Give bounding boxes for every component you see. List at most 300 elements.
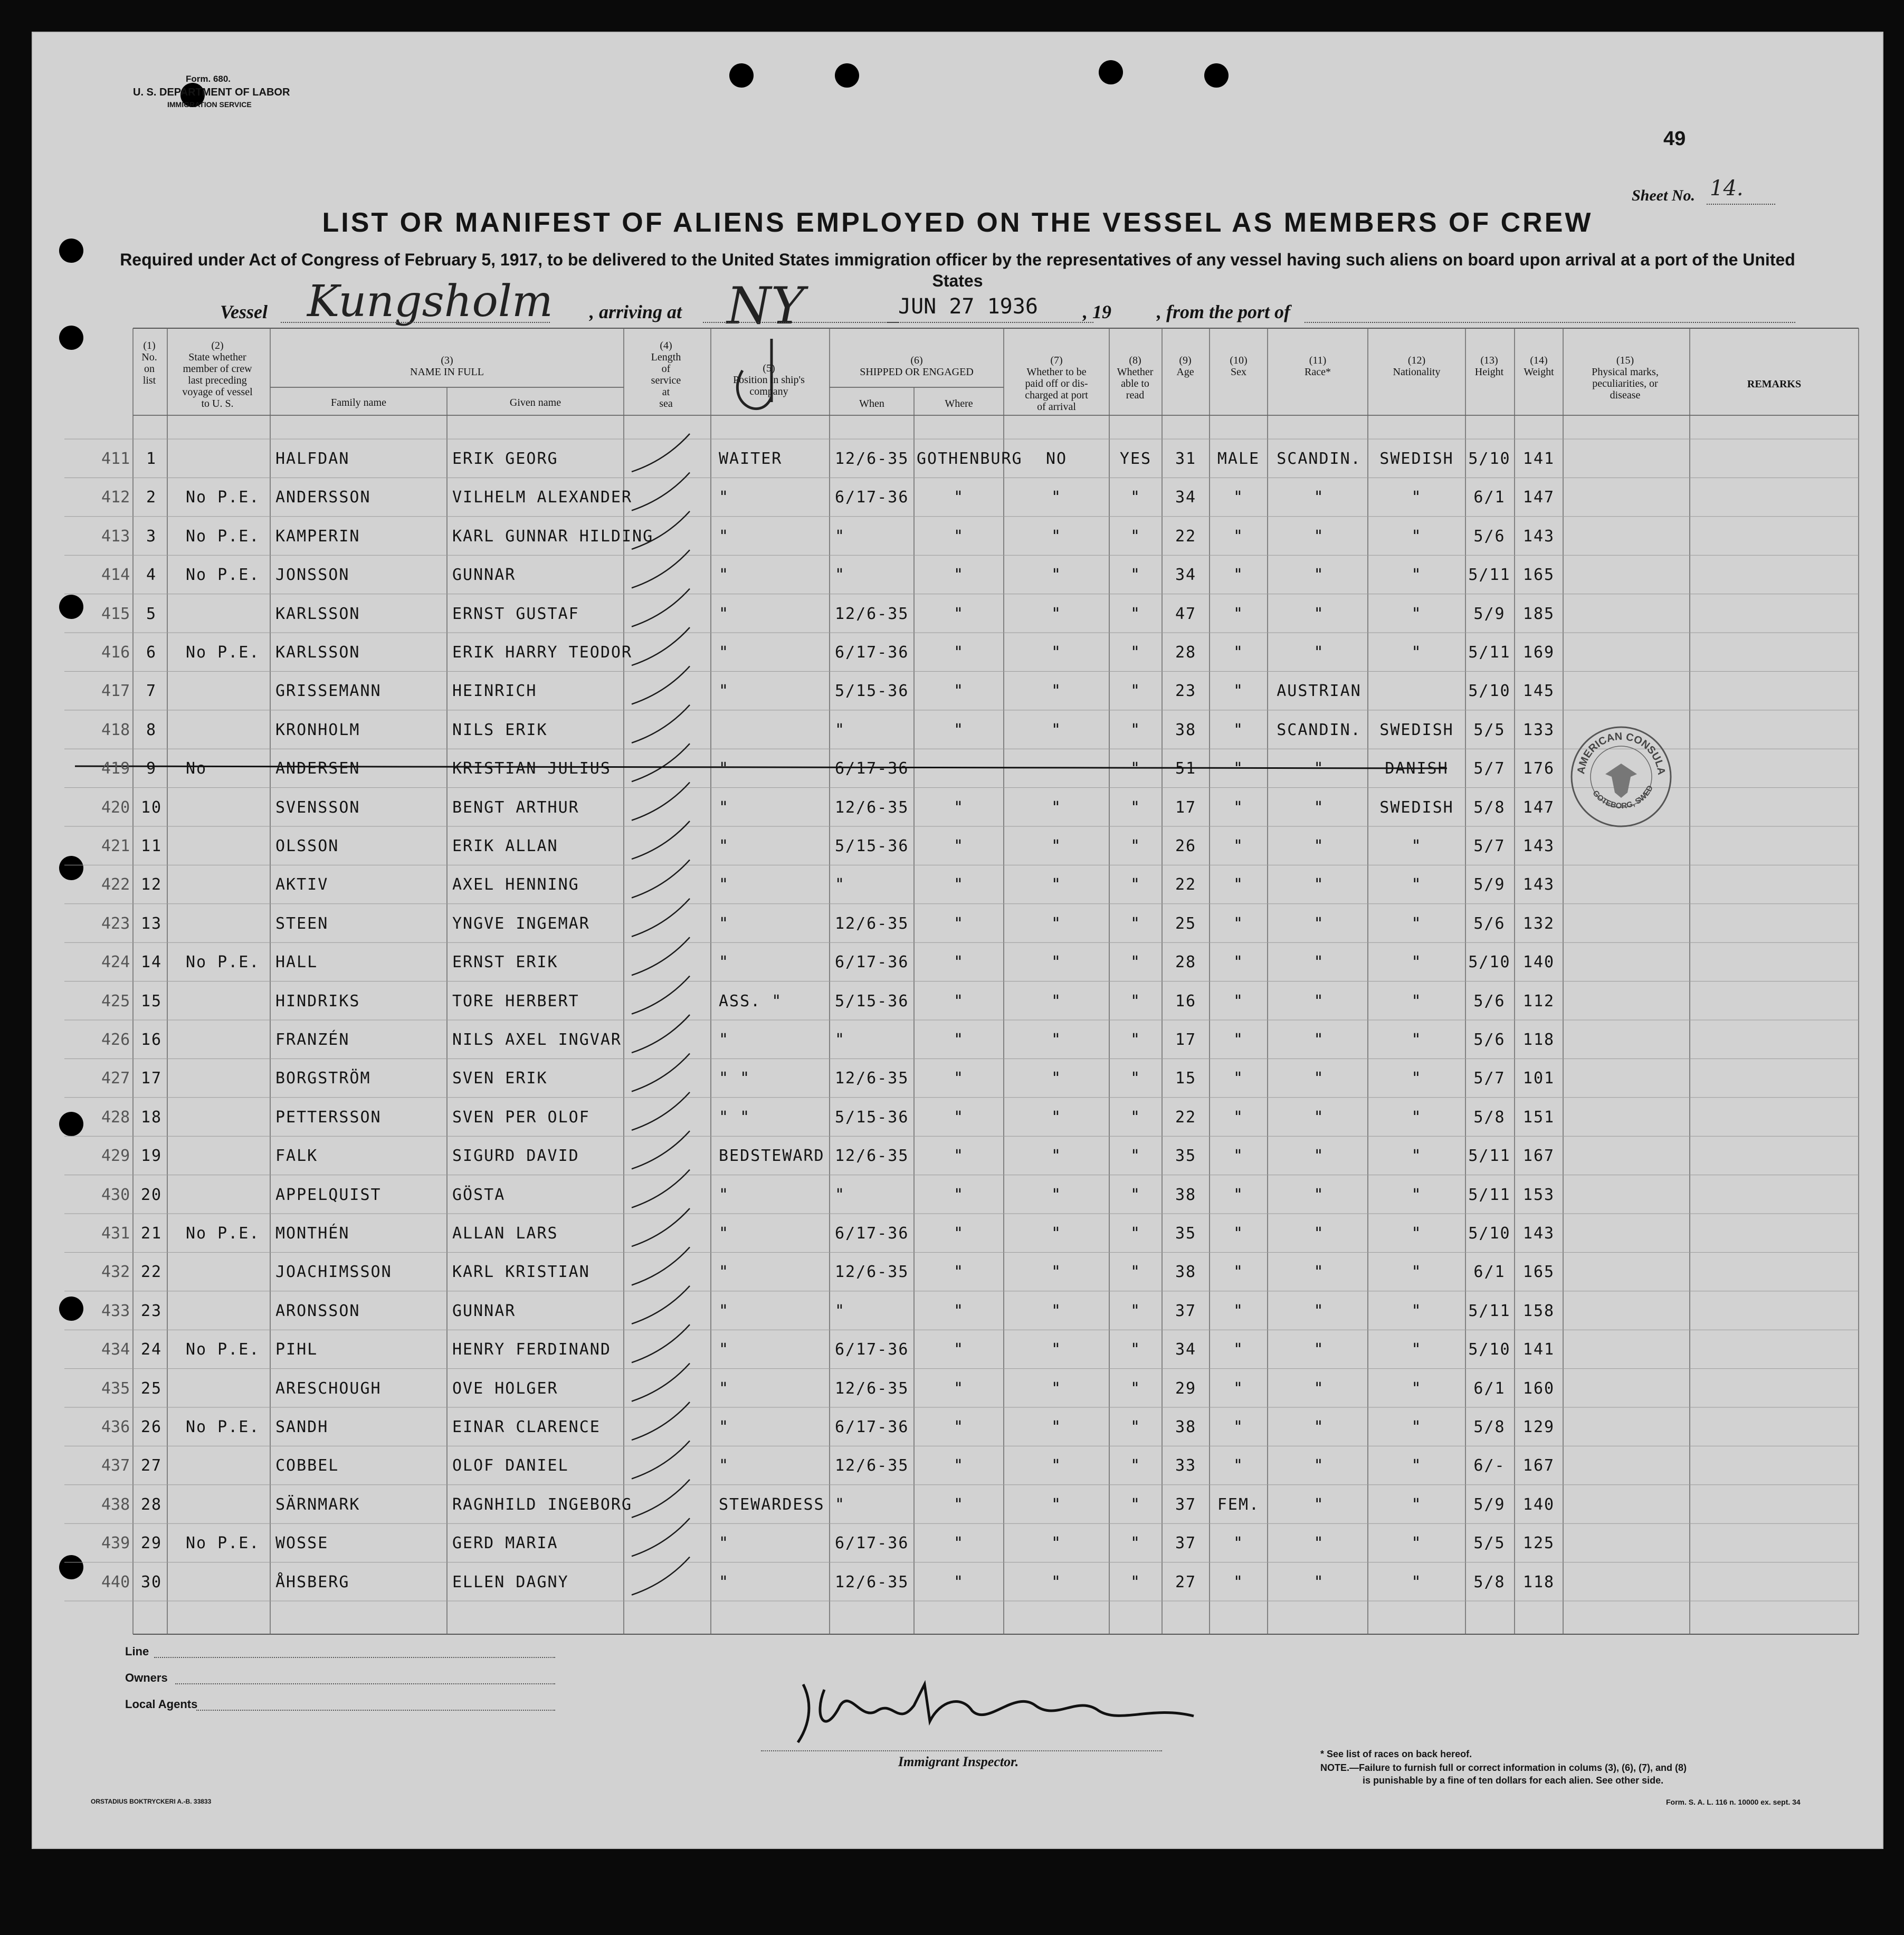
shipped-where: " bbox=[953, 643, 965, 662]
sex: " bbox=[1233, 1418, 1244, 1436]
nationality: DANISH bbox=[1385, 759, 1449, 778]
weight: 141 bbox=[1522, 450, 1555, 468]
header-col14: (14) Weight bbox=[1524, 355, 1554, 378]
nationality: " bbox=[1411, 1224, 1422, 1243]
shipped-when: 5/15-36 bbox=[835, 992, 909, 1011]
service-dash-mark bbox=[632, 783, 690, 821]
shipped-where: " bbox=[953, 1418, 965, 1436]
given-name: GERD MARIA bbox=[452, 1534, 558, 1553]
service-dash-mark bbox=[632, 1518, 690, 1556]
header-col6-where: Where bbox=[945, 398, 973, 409]
shipped-where: " bbox=[953, 992, 965, 1011]
age: 35 bbox=[1175, 1224, 1197, 1243]
height: 5/7 bbox=[1473, 837, 1506, 855]
row-number: 12 bbox=[140, 875, 163, 894]
arriving-port: NY bbox=[727, 277, 805, 336]
header-col1: (1) No. on list bbox=[141, 340, 157, 386]
sex: " bbox=[1233, 1031, 1244, 1049]
service-dash-mark bbox=[632, 434, 690, 472]
height: 5/9 bbox=[1473, 604, 1506, 623]
weight: 118 bbox=[1522, 1031, 1555, 1049]
weight: 143 bbox=[1522, 527, 1555, 546]
sex: " bbox=[1233, 527, 1244, 546]
height: 5/6 bbox=[1473, 914, 1506, 933]
sex: FEM. bbox=[1217, 1495, 1260, 1514]
paid-off: " bbox=[1051, 875, 1062, 894]
arriving-label: , arriving at bbox=[589, 301, 682, 322]
service-dash-mark bbox=[632, 1364, 690, 1402]
paid-off: " bbox=[1051, 1224, 1062, 1243]
sex: " bbox=[1233, 914, 1244, 933]
family-name: KAMPERIN bbox=[275, 527, 360, 546]
manifest-line-number: 438 bbox=[101, 1495, 130, 1514]
given-name: ERIK HARRY TEODOR bbox=[452, 643, 633, 662]
race: " bbox=[1313, 953, 1325, 972]
row-number: 1 bbox=[146, 450, 157, 468]
row-number: 27 bbox=[140, 1456, 163, 1475]
paid-off: " bbox=[1051, 1534, 1062, 1553]
weight: 185 bbox=[1522, 604, 1555, 623]
row-number: 28 bbox=[140, 1495, 163, 1514]
row-number: 17 bbox=[140, 1069, 163, 1088]
height: 6/1 bbox=[1473, 488, 1506, 507]
race: " bbox=[1313, 527, 1325, 546]
family-name: ÅHSBERG bbox=[275, 1572, 350, 1591]
previous-voyage: No P.E. bbox=[186, 643, 260, 662]
able-to-read: " bbox=[1130, 1224, 1141, 1243]
manifest-line-number: 419 bbox=[101, 759, 130, 778]
vessel-label: Vessel bbox=[220, 301, 268, 322]
able-to-read: " bbox=[1130, 875, 1141, 894]
position: " bbox=[719, 1301, 730, 1320]
shipped-when: 12/6-35 bbox=[835, 1147, 909, 1166]
shipped-when: 12/6-35 bbox=[835, 1263, 909, 1282]
manifest-line-number: 427 bbox=[101, 1069, 130, 1088]
header-col3-given: Given name bbox=[509, 397, 561, 408]
height: 5/10 bbox=[1468, 1224, 1511, 1243]
given-name: OVE HOLGER bbox=[452, 1379, 558, 1398]
paid-off: " bbox=[1051, 1495, 1062, 1514]
weight: 133 bbox=[1522, 720, 1555, 739]
able-to-read: " bbox=[1130, 992, 1141, 1011]
sex: " bbox=[1233, 1379, 1244, 1398]
manifest-line-number: 436 bbox=[101, 1418, 130, 1436]
given-name: NILS AXEL INGVAR bbox=[452, 1031, 622, 1049]
paid-off: " bbox=[1051, 1418, 1062, 1436]
height: 5/10 bbox=[1468, 450, 1511, 468]
header-col2: (2) State whether member of crew last preceding voyage of vessel to U. S. bbox=[182, 340, 253, 409]
printer-imprint: ORSTADIUS BOKTRYCKERI A.-B. 33833 bbox=[91, 1798, 212, 1805]
sex: " bbox=[1233, 488, 1244, 507]
height: 5/10 bbox=[1468, 953, 1511, 972]
shipped-where: " bbox=[953, 1495, 965, 1514]
given-name: HEINRICH bbox=[452, 682, 537, 701]
service-dash-mark bbox=[632, 1053, 690, 1091]
family-name: JOACHIMSSON bbox=[275, 1263, 392, 1282]
service-dash-mark bbox=[632, 550, 690, 588]
age: 37 bbox=[1175, 1534, 1197, 1553]
owners-rule bbox=[175, 1683, 555, 1684]
family-name: HALFDAN bbox=[275, 450, 350, 468]
shipped-when: 6/17-36 bbox=[835, 1418, 909, 1436]
sex: " bbox=[1233, 1108, 1244, 1127]
local-agents-label: Local Agents bbox=[125, 1698, 198, 1711]
previous-voyage: No P.E. bbox=[186, 1340, 260, 1359]
given-name: YNGVE INGEMAR bbox=[452, 914, 590, 933]
service-dash-mark bbox=[632, 1015, 690, 1053]
shipped-when: " bbox=[835, 1031, 846, 1049]
family-name: SANDH bbox=[275, 1418, 329, 1436]
service-dash-mark bbox=[632, 1247, 690, 1285]
manifest-line-number: 430 bbox=[101, 1185, 130, 1204]
family-name: FRANZÉN bbox=[275, 1031, 350, 1049]
family-name: ANDERSEN bbox=[275, 759, 360, 778]
age: 17 bbox=[1175, 798, 1197, 817]
form-subtitle: Required under Act of Congress of February 5, 1917, to be delivered to the United States immigration officer by the representatives of any vessel having such aliens on board upon arrival at a port of the United States bbox=[120, 250, 1795, 290]
shipped-when: " bbox=[835, 1301, 846, 1320]
age: 22 bbox=[1175, 527, 1197, 546]
eagle-icon bbox=[1605, 764, 1637, 798]
manifest-line-number: 421 bbox=[101, 837, 130, 855]
service-dash-mark bbox=[632, 976, 690, 1014]
nationality: " bbox=[1411, 527, 1422, 546]
sex: " bbox=[1233, 643, 1244, 662]
able-to-read: " bbox=[1130, 1495, 1141, 1514]
manifest-line-number: 437 bbox=[101, 1456, 130, 1475]
paid-off: " bbox=[1051, 682, 1062, 701]
nationality: " bbox=[1411, 1301, 1422, 1320]
family-name: MONTHÉN bbox=[275, 1224, 350, 1243]
header-col13: (13) Height bbox=[1474, 355, 1504, 378]
paid-off: " bbox=[1051, 488, 1062, 507]
family-name: COBBEL bbox=[275, 1456, 339, 1475]
given-name: KARL GUNNAR HILDING bbox=[452, 527, 654, 546]
age: 23 bbox=[1175, 682, 1197, 701]
row-number: 8 bbox=[146, 720, 157, 739]
weight: 112 bbox=[1522, 992, 1555, 1011]
family-name: GRISSEMANN bbox=[275, 682, 382, 701]
race: " bbox=[1313, 566, 1325, 585]
able-to-read: " bbox=[1130, 1418, 1141, 1436]
height: 5/11 bbox=[1468, 1185, 1511, 1204]
race: " bbox=[1313, 992, 1325, 1011]
race: SCANDIN. bbox=[1277, 720, 1362, 739]
weight: 140 bbox=[1522, 953, 1555, 972]
position: " bbox=[719, 1224, 730, 1243]
age: 38 bbox=[1175, 1418, 1197, 1436]
given-name: KRISTIAN JULIUS bbox=[452, 759, 611, 778]
sex: " bbox=[1233, 1263, 1244, 1282]
race: " bbox=[1313, 759, 1325, 778]
age: 29 bbox=[1175, 1379, 1197, 1398]
manifest-line-number: 415 bbox=[101, 604, 130, 623]
age: 34 bbox=[1175, 566, 1197, 585]
row-number: 9 bbox=[146, 759, 157, 778]
arrival-date-stamp: JUN 27 1936 bbox=[898, 294, 1038, 319]
row-number: 6 bbox=[146, 643, 157, 662]
service-dash-mark bbox=[632, 627, 690, 665]
given-name: HENRY FERDINAND bbox=[452, 1340, 611, 1359]
height: 6/1 bbox=[1473, 1379, 1506, 1398]
race: " bbox=[1313, 1301, 1325, 1320]
sex: " bbox=[1233, 875, 1244, 894]
weight: 153 bbox=[1522, 1185, 1555, 1204]
nationality: SWEDISH bbox=[1379, 798, 1454, 817]
given-name: OLOF DANIEL bbox=[452, 1456, 569, 1475]
service-dash-mark bbox=[632, 1286, 690, 1324]
shipped-where: " bbox=[953, 875, 965, 894]
age: 33 bbox=[1175, 1456, 1197, 1475]
header-col8: (8) Whether able to read bbox=[1117, 355, 1154, 401]
manifest-line-number: 412 bbox=[101, 488, 130, 507]
weight: 143 bbox=[1522, 875, 1555, 894]
height: 5/7 bbox=[1473, 1069, 1506, 1088]
previous-voyage: No bbox=[186, 759, 207, 778]
position: " bbox=[719, 604, 730, 623]
given-name: SVEN PER OLOF bbox=[452, 1108, 590, 1127]
height: 5/10 bbox=[1468, 682, 1511, 701]
able-to-read: " bbox=[1130, 1263, 1141, 1282]
nationality: " bbox=[1411, 1572, 1422, 1591]
able-to-read: " bbox=[1130, 1031, 1141, 1049]
position: " bbox=[719, 566, 730, 585]
height: 5/8 bbox=[1473, 1418, 1506, 1436]
row-number: 21 bbox=[140, 1224, 163, 1243]
inspector-signature bbox=[793, 1674, 1215, 1748]
family-name: ARONSSON bbox=[275, 1301, 360, 1320]
able-to-read: " bbox=[1130, 1185, 1141, 1204]
fine-note-cont: is punishable by a fine of ten dollars for each alien. See other side. bbox=[1363, 1775, 1664, 1786]
form-title: LIST OR MANIFEST OF ALIENS EMPLOYED ON THE VESSEL AS MEMBERS OF CREW bbox=[322, 207, 1593, 238]
header-col10: (10) Sex bbox=[1230, 355, 1248, 378]
weight: 160 bbox=[1522, 1379, 1555, 1398]
manifest-line-number: 426 bbox=[101, 1031, 130, 1049]
weight: 101 bbox=[1522, 1069, 1555, 1088]
able-to-read: " bbox=[1130, 1147, 1141, 1166]
height: 5/8 bbox=[1473, 1572, 1506, 1591]
age: 31 bbox=[1175, 450, 1197, 468]
row-number: 29 bbox=[140, 1534, 163, 1553]
shipped-when: 12/6-35 bbox=[835, 1379, 909, 1398]
sex: " bbox=[1233, 720, 1244, 739]
manifest-line-number: 440 bbox=[101, 1572, 130, 1591]
service-dash-mark bbox=[632, 705, 690, 743]
shipped-where: " bbox=[953, 1224, 965, 1243]
previous-voyage: No P.E. bbox=[186, 527, 260, 546]
height: 5/11 bbox=[1468, 643, 1511, 662]
age: 22 bbox=[1175, 875, 1197, 894]
paid-off: " bbox=[1051, 953, 1062, 972]
shipped-when: 6/17-36 bbox=[835, 488, 909, 507]
nationality: " bbox=[1411, 1379, 1422, 1398]
service-dash-mark bbox=[632, 1170, 690, 1208]
family-name: WOSSE bbox=[275, 1534, 329, 1553]
paid-off: " bbox=[1051, 566, 1062, 585]
manifest-sheet bbox=[32, 32, 1883, 1849]
header-col7: (7) Whether to be paid off or dis- charged at port of arrival bbox=[1025, 355, 1088, 413]
position: " bbox=[719, 1340, 730, 1359]
shipped-when: " bbox=[835, 720, 846, 739]
paid-off: " bbox=[1051, 837, 1062, 855]
shipped-where: " bbox=[953, 604, 965, 623]
shipped-where: " bbox=[953, 1379, 965, 1398]
given-name: ERNST ERIK bbox=[452, 953, 558, 972]
shipped-where: " bbox=[953, 1572, 965, 1591]
paid-off: " bbox=[1051, 643, 1062, 662]
sex: " bbox=[1233, 953, 1244, 972]
vessel-name: Kungsholm bbox=[307, 277, 553, 327]
weight: 167 bbox=[1522, 1456, 1555, 1475]
given-name: RAGNHILD INGEBORG bbox=[452, 1495, 633, 1514]
race: " bbox=[1313, 1495, 1325, 1514]
weight: 147 bbox=[1522, 488, 1555, 507]
weight: 118 bbox=[1522, 1572, 1555, 1591]
manifest-line-number: 424 bbox=[101, 953, 130, 972]
row-number: 18 bbox=[140, 1108, 163, 1127]
able-to-read: " bbox=[1130, 759, 1141, 778]
shipped-when: " bbox=[835, 875, 846, 894]
seal-text-bottom: GOTEBORG, SWED bbox=[1591, 784, 1655, 811]
nationality: " bbox=[1411, 1456, 1422, 1475]
position: " bbox=[719, 643, 730, 662]
weight: 132 bbox=[1522, 914, 1555, 933]
given-name: AXEL HENNING bbox=[452, 875, 579, 894]
row-number: 22 bbox=[140, 1263, 163, 1282]
weight: 145 bbox=[1522, 682, 1555, 701]
row-number: 4 bbox=[146, 566, 157, 585]
service-dash-mark bbox=[632, 666, 690, 704]
seal-text-top: AMERICAN CONSULA bbox=[1575, 730, 1667, 775]
service-dash-mark bbox=[632, 1208, 690, 1246]
position: " bbox=[719, 875, 730, 894]
manifest-line-number: 423 bbox=[101, 914, 130, 933]
shipped-where: " bbox=[953, 1534, 965, 1553]
year-label: , 19 bbox=[1083, 301, 1111, 322]
shipped-where: " bbox=[953, 1340, 965, 1359]
row-number: 5 bbox=[146, 604, 157, 623]
given-name: SIGURD DAVID bbox=[452, 1147, 579, 1166]
header-col9: (9) Age bbox=[1176, 355, 1194, 378]
shipped-when: 6/17-36 bbox=[835, 1534, 909, 1553]
height: 5/6 bbox=[1473, 527, 1506, 546]
position: " bbox=[719, 1534, 730, 1553]
position: " bbox=[719, 1572, 730, 1591]
row-number: 19 bbox=[140, 1147, 163, 1166]
row-number: 16 bbox=[140, 1031, 163, 1049]
given-name: ERNST GUSTAF bbox=[452, 604, 579, 623]
sex: " bbox=[1233, 1456, 1244, 1475]
header-col11: (11) Race* bbox=[1305, 355, 1331, 378]
race: " bbox=[1313, 837, 1325, 855]
able-to-read: " bbox=[1130, 1108, 1141, 1127]
shipped-when: " bbox=[835, 1185, 846, 1204]
weight: 165 bbox=[1522, 566, 1555, 585]
nationality: SWEDISH bbox=[1379, 720, 1454, 739]
family-name: PIHL bbox=[275, 1340, 318, 1359]
age: 38 bbox=[1175, 720, 1197, 739]
position: " bbox=[719, 759, 730, 778]
height: 5/9 bbox=[1473, 1495, 1506, 1514]
race: " bbox=[1313, 604, 1325, 623]
shipped-when: 12/6-35 bbox=[835, 914, 909, 933]
service-dash-mark bbox=[632, 1092, 690, 1130]
race: " bbox=[1313, 1572, 1325, 1591]
height: 5/6 bbox=[1473, 992, 1506, 1011]
shipped-when: 12/6-35 bbox=[835, 604, 909, 623]
age: 37 bbox=[1175, 1495, 1197, 1514]
position: " bbox=[719, 488, 730, 507]
manifest-line-number: 433 bbox=[101, 1301, 130, 1320]
previous-voyage: No P.E. bbox=[186, 566, 260, 585]
weight: 167 bbox=[1522, 1147, 1555, 1166]
able-to-read: " bbox=[1130, 643, 1141, 662]
paid-off: " bbox=[1051, 527, 1062, 546]
nationality: " bbox=[1411, 992, 1422, 1011]
position: " bbox=[719, 682, 730, 701]
paid-off: " bbox=[1051, 1456, 1062, 1475]
family-name: AKTIV bbox=[275, 875, 329, 894]
manifest-line-number: 420 bbox=[101, 798, 130, 817]
able-to-read: " bbox=[1130, 682, 1141, 701]
given-name: BENGT ARTHUR bbox=[452, 798, 579, 817]
service-dash-mark bbox=[632, 1324, 690, 1362]
nationality: " bbox=[1411, 488, 1422, 507]
given-name: KARL KRISTIAN bbox=[452, 1263, 590, 1282]
race: " bbox=[1313, 1456, 1325, 1475]
age: 27 bbox=[1175, 1572, 1197, 1591]
header-col6-when: When bbox=[859, 398, 884, 409]
given-name: SVEN ERIK bbox=[452, 1069, 548, 1088]
weight: 165 bbox=[1522, 1263, 1555, 1282]
weight: 176 bbox=[1522, 759, 1555, 778]
header-col15: (15) Physical marks, peculiarities, or disease bbox=[1592, 355, 1659, 401]
manifest-line-number: 435 bbox=[101, 1379, 130, 1398]
manifest-line-number: 432 bbox=[101, 1263, 130, 1282]
shipped-where: " bbox=[953, 1301, 965, 1320]
owners-label: Owners bbox=[125, 1671, 168, 1684]
shipped-where: " bbox=[953, 914, 965, 933]
row-number: 13 bbox=[140, 914, 163, 933]
service-dash-mark bbox=[632, 472, 690, 510]
sex: " bbox=[1233, 1224, 1244, 1243]
row-number: 2 bbox=[146, 488, 157, 507]
paid-off: " bbox=[1051, 1340, 1062, 1359]
paid-off: " bbox=[1051, 1263, 1062, 1282]
manifest-line-number: 418 bbox=[101, 720, 130, 739]
given-name: GUNNAR bbox=[452, 566, 516, 585]
nationality: " bbox=[1411, 1340, 1422, 1359]
shipped-when: 5/15-36 bbox=[835, 682, 909, 701]
age: 16 bbox=[1175, 992, 1197, 1011]
family-name: KARLSSON bbox=[275, 604, 360, 623]
shipped-when: 6/17-36 bbox=[835, 759, 909, 778]
position: ASS. " bbox=[719, 992, 783, 1011]
sex: " bbox=[1233, 837, 1244, 855]
paid-off: " bbox=[1051, 1301, 1062, 1320]
height: 5/5 bbox=[1473, 1534, 1506, 1553]
position: STEWARDESS bbox=[719, 1495, 825, 1514]
family-name: HALL bbox=[275, 953, 318, 972]
page-number: 49 bbox=[1663, 128, 1686, 150]
race: " bbox=[1313, 1379, 1325, 1398]
row-number: 3 bbox=[146, 527, 157, 546]
shipped-where: " bbox=[953, 1263, 965, 1282]
paid-off: " bbox=[1051, 1379, 1062, 1398]
shipped-when: 5/15-36 bbox=[835, 1108, 909, 1127]
family-name: APPELQUIST bbox=[275, 1185, 382, 1204]
nationality: " bbox=[1411, 604, 1422, 623]
height: 6/- bbox=[1473, 1456, 1506, 1475]
